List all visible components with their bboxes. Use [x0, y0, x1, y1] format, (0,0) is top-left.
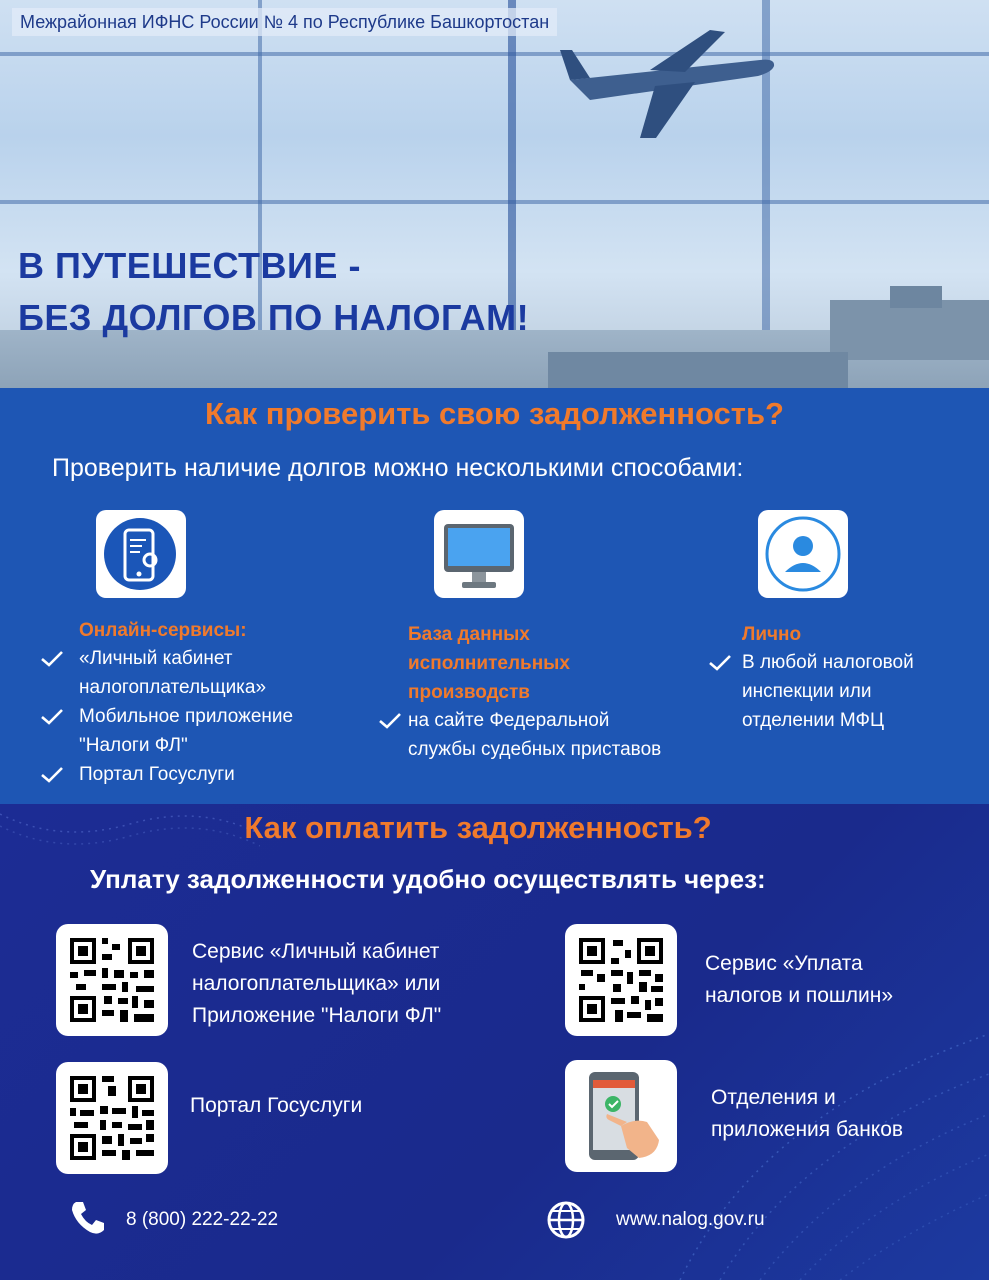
item-line: Мобильное приложение: [79, 706, 294, 727]
in-person-title: Лично: [742, 624, 802, 645]
option-line: Отделения и: [711, 1086, 836, 1109]
qr-code-icon: [56, 924, 168, 1036]
item-line: Портал Госуслуги: [79, 764, 235, 785]
title-line: производств: [408, 682, 530, 703]
option-line: приложения банков: [711, 1118, 904, 1141]
online-services-title: Онлайн-сервисы:: [79, 620, 247, 641]
online-services-card: [96, 510, 186, 598]
item-line: налогоплательщика»: [79, 677, 267, 698]
option-line: Портал Госуслуги: [190, 1094, 363, 1117]
enforcement-db-title: [408, 620, 570, 707]
title-line-2: БЕЗ ДОЛГОВ ПО НАЛОГАМ!: [18, 297, 530, 338]
pay-option-text: [192, 936, 441, 1032]
list-item: [742, 648, 914, 735]
qr-code-personal-account[interactable]: [56, 924, 168, 1036]
checkmark-icon: [40, 708, 64, 726]
list-item: [79, 760, 235, 789]
qr-code-tax-payment[interactable]: [565, 924, 677, 1036]
qr-code-gosuslugi[interactable]: [56, 1062, 168, 1174]
check-debt-section: [0, 388, 989, 804]
monitor-icon: [434, 510, 524, 598]
item-line: инспекции или: [742, 681, 872, 702]
pay-option-text: [190, 1090, 362, 1122]
control-tower: [890, 286, 942, 308]
title-line: База данных: [408, 624, 530, 645]
title-line: исполнительных: [408, 653, 570, 674]
qr-code-icon: [565, 924, 677, 1036]
item-line: на сайте Федеральной: [408, 710, 610, 731]
pay-heading: Как оплатить задолженность?: [244, 810, 712, 845]
pay-subheading: Уплату задолженности удобно осуществлять через:: [90, 864, 766, 894]
window-frame: [0, 52, 989, 56]
checkmark-icon: [40, 650, 64, 668]
terminal-building: [830, 300, 989, 360]
airplane-icon: [560, 20, 780, 140]
person-icon: [758, 510, 848, 598]
window-frame: [0, 200, 989, 204]
checkmark-icon: [708, 654, 732, 672]
organization-name: Межрайонная ИФНС России № 4 по Республике Башкортостан: [12, 8, 557, 36]
list-item: [408, 706, 661, 764]
list-item: [79, 644, 266, 702]
item-line: службы судебных приставов: [408, 739, 662, 760]
title-line-1: В ПУТЕШЕСТВИЕ -: [18, 245, 361, 286]
item-line: «Личный кабинет: [79, 648, 233, 669]
phone-number[interactable]: 8 (800) 222-22-22: [126, 1209, 279, 1230]
option-line: Сервис «Уплата: [705, 952, 863, 975]
check-heading: Как проверить свою задолженность?: [205, 396, 784, 431]
hero-banner: [0, 0, 989, 388]
item-line: "Налоги ФЛ": [79, 735, 188, 756]
globe-icon: [546, 1200, 586, 1240]
pay-option-text: [705, 948, 893, 1012]
bank-apps-card: [565, 1060, 677, 1172]
page-title: [18, 240, 529, 344]
option-line: налогоплательщика» или: [192, 972, 441, 995]
website-link[interactable]: www.nalog.gov.ru: [616, 1209, 765, 1230]
option-line: Сервис «Личный кабинет: [192, 940, 440, 963]
check-subheading: Проверить наличие долгов можно несколькими способами:: [52, 454, 744, 482]
pay-option-text: [711, 1082, 903, 1146]
smartphone-gear-icon: [96, 510, 186, 598]
list-item: [79, 702, 293, 760]
option-line: налогов и пошлин»: [705, 984, 894, 1007]
item-line: В любой налоговой: [742, 652, 914, 673]
airport-structures: [548, 352, 848, 388]
in-person-card: [758, 510, 848, 598]
checkmark-icon: [40, 766, 64, 784]
item-line: отделении МФЦ: [742, 710, 885, 731]
phone-payment-icon: [565, 1060, 677, 1172]
phone-icon: [68, 1198, 108, 1238]
enforcement-db-card: [434, 510, 524, 598]
checkmark-icon: [378, 712, 402, 730]
qr-code-icon: [56, 1062, 168, 1174]
option-line: Приложение "Налоги ФЛ": [192, 1004, 442, 1027]
pay-debt-section: [0, 804, 989, 1280]
